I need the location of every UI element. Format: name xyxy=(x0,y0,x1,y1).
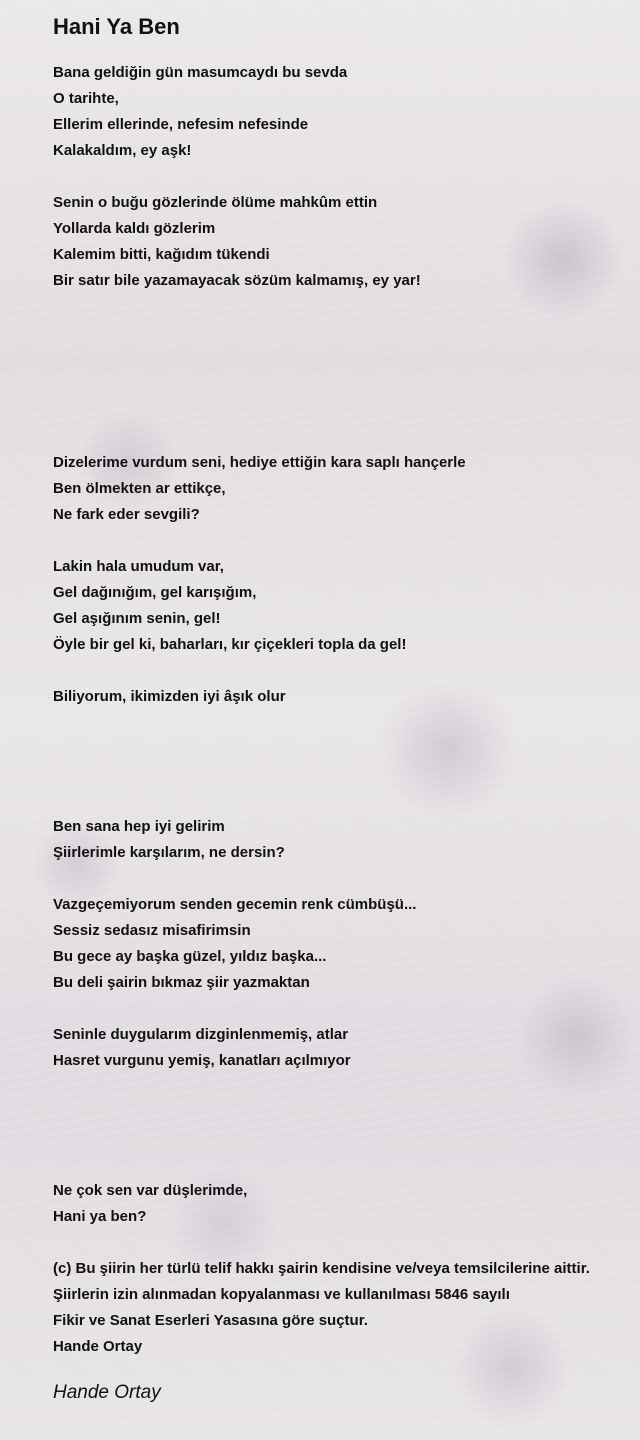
poem-line: Biliyorum, ikimizden iyi âşık olur xyxy=(53,688,286,705)
poem-line: Bu gece ay başka güzel, yıldız başka... xyxy=(53,948,327,965)
stanza-gap xyxy=(53,372,613,398)
stanza-gap xyxy=(53,1074,613,1100)
poem-line: Hande Ortay xyxy=(53,1338,143,1355)
poem-line: Kalemim bitti, kağıdım tükendi xyxy=(53,246,270,263)
poem-title: Hani Ya Ben xyxy=(53,14,180,39)
poem-line: O tarihte, xyxy=(53,90,119,107)
poem-line: Senin o buğu gözlerinde ölüme mahkûm ettin xyxy=(53,194,378,211)
stanza-gap xyxy=(53,788,613,814)
poem-line: Seninle duygularım dizginlenmemiş, atlar xyxy=(53,1026,349,1043)
stanza-gap xyxy=(53,736,613,762)
poem-line: Kalakaldım, ey aşk! xyxy=(53,142,192,159)
poem-line: Yollarda kaldı gözlerim xyxy=(53,220,216,237)
poem-line: Lakin hala umudum var, xyxy=(53,558,224,575)
author-signature: Hande Ortay xyxy=(53,1382,161,1403)
poem-line: Bana geldiğin gün masumcaydı bu sevda xyxy=(53,64,348,81)
poem-line: Dizelerime vurdum seni, hediye ettiğin kara saplı hançerle xyxy=(53,454,466,471)
poem-line: Ne çok sen var düşlerimde, xyxy=(53,1182,248,1199)
stanza-gap xyxy=(53,346,613,372)
stanza-gap xyxy=(53,1230,613,1256)
stanza-gap xyxy=(53,320,613,346)
stanza-gap xyxy=(53,1100,613,1126)
poem-line: Hasret vurgunu yemiş, kanatları açılmıyor xyxy=(53,1052,351,1069)
stanza-gap xyxy=(53,164,613,190)
stanza-gap xyxy=(53,762,613,788)
stanza-gap xyxy=(53,528,613,554)
poem-body xyxy=(53,60,613,1360)
poem-line: Vazgeçemiyorum senden gecemin renk cümbüşü... xyxy=(53,896,417,913)
stanza-gap xyxy=(53,398,613,424)
poem-line: Gel aşığınım senin, gel! xyxy=(53,610,221,627)
poem-line: Şiirlerin izin alınmadan kopyalanması ve kullanılması 5846 sayılı xyxy=(53,1286,510,1303)
poem-line: Fikir ve Sanat Eserleri Yasasına göre suçtur. xyxy=(53,1312,368,1329)
stanza-gap xyxy=(53,294,613,320)
poem-line: Şiirlerimle karşılarım, ne dersin? xyxy=(53,844,285,861)
poem-line: Sessiz sedasız misafirimsin xyxy=(53,922,251,939)
stanza-gap xyxy=(53,658,613,684)
poem-page xyxy=(53,12,613,1360)
poem-line: Hani ya ben? xyxy=(53,1208,147,1225)
poem-line: Öyle bir gel ki, baharları, kır çiçekleri topla da gel! xyxy=(53,636,407,653)
poem-line: Bu deli şairin bıkmaz şiir yazmaktan xyxy=(53,974,310,991)
stanza-gap xyxy=(53,866,613,892)
stanza-gap xyxy=(53,710,613,736)
poem-line: Gel dağınığım, gel karışığım, xyxy=(53,584,257,601)
stanza-gap xyxy=(53,424,613,450)
poem-line: Bir satır bile yazamayacak sözüm kalmamış, ey yar! xyxy=(53,272,421,289)
stanza-gap xyxy=(53,1152,613,1178)
poem-line: (c) Bu şiirin her türlü telif hakkı şairin kendisine ve/veya temsilcilerine aittir. xyxy=(53,1260,590,1277)
stanza-gap xyxy=(53,1126,613,1152)
poem-line: Ben sana hep iyi gelirim xyxy=(53,818,225,835)
poem-line: Ne fark eder sevgili? xyxy=(53,506,200,523)
stanza-gap xyxy=(53,996,613,1022)
poem-line: Ellerim ellerinde, nefesim nefesinde xyxy=(53,116,309,133)
poem-line: Ben ölmekten ar ettikçe, xyxy=(53,480,226,497)
